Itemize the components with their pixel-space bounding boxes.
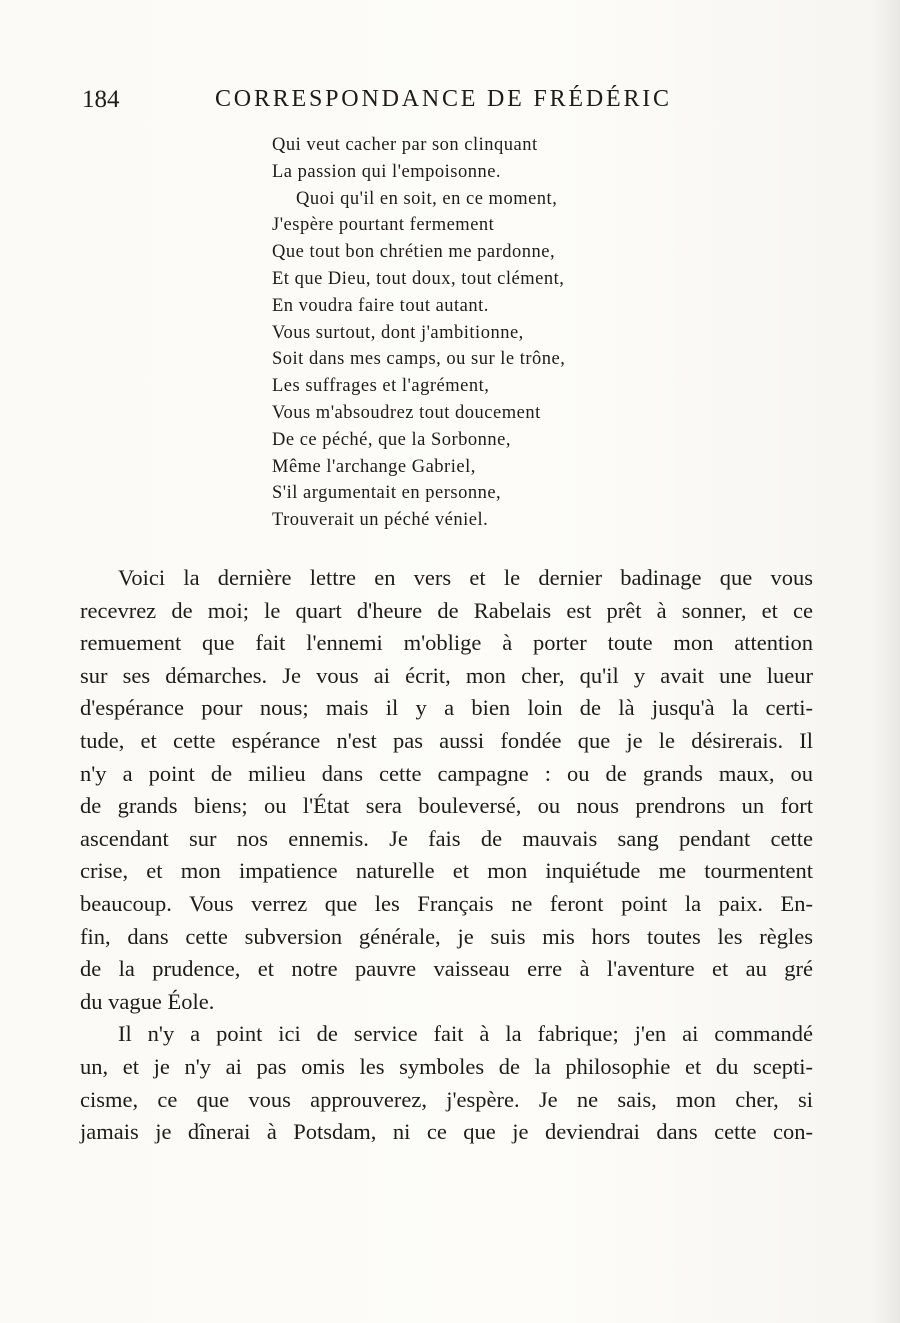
prose-line: beaucoup. Vous verrez que les Français ne feront point la paix. En- xyxy=(80,890,813,916)
prose-line: ascendant sur nos ennemis. Je fais de mauvais sang pendant cette xyxy=(80,825,813,851)
prose-line: jamais je dînerai à Potsdam, ni ce que je deviendrai dans cette con- xyxy=(80,1119,813,1145)
verse-line: Et que Dieu, tout doux, tout clément, xyxy=(272,268,565,289)
verse-line: Soit dans mes camps, ou sur le trône, xyxy=(272,349,566,370)
prose-line: n'y a point de milieu dans cette campagne : ou de grands maux, ou xyxy=(80,760,813,786)
page-edge-shadow xyxy=(872,0,900,1323)
verse-line: Quoi qu'il en soit, en ce moment, xyxy=(296,188,558,209)
page-number: 184 xyxy=(82,86,120,113)
prose-line: Il n'y a point ici de service fait à la fabrique; j'en ai commandé xyxy=(118,1021,813,1047)
page-header xyxy=(82,86,692,118)
verse-line: De ce péché, que la Sorbonne, xyxy=(272,429,511,450)
prose-line: Voici la dernière lettre en vers et le dernier badinage que vous xyxy=(118,565,813,590)
verse-line: En voudra faire tout autant. xyxy=(272,295,489,316)
prose-body xyxy=(80,562,813,1149)
prose-line: tude, et cette espérance n'est pas aussi fondée que je le désirerais. Il xyxy=(80,727,813,753)
verse-line: La passion qui l'empoisonne. xyxy=(272,161,502,182)
verse-line: Que tout bon chrétien me pardonne, xyxy=(272,242,556,263)
prose-line: d'espérance pour nous; mais il y a bien loin de là jusqu'à la certi- xyxy=(80,695,813,721)
verse-line: Trouverait un péché véniel. xyxy=(272,510,489,531)
prose-line: un, et je n'y ai pas omis les symboles de la philosophie et du scepti- xyxy=(80,1053,813,1079)
verse-line: Vous m'absoudrez tout doucement xyxy=(272,402,541,423)
verse-line: S'il argumentait en personne, xyxy=(272,483,502,504)
prose-line: fin, dans cette subversion générale, je suis mis hors toutes les règles xyxy=(80,923,813,949)
prose-line: de la prudence, et notre pauvre vaisseau erre à l'aventure et au gré xyxy=(80,956,813,982)
verse-line: J'espère pourtant fermement xyxy=(272,215,495,236)
verse-line: Les suffrages et l'agrément, xyxy=(272,376,490,397)
prose-line: sur ses démarches. Je vous ai écrit, mon cher, qu'il y avait une lueur xyxy=(80,662,813,688)
prose-line: de grands biens; ou l'État sera bouleversé, ou nous prendrons un fort xyxy=(80,793,813,819)
prose-line: crise, et mon impatience naturelle et mon inquiétude me tourmentent xyxy=(80,858,813,884)
prose-line: remuement que fait l'ennemi m'oblige à porter toute mon attention xyxy=(80,630,813,656)
prose-line: du vague Éole. xyxy=(80,988,215,1014)
prose-line: cisme, ce que vous approuverez, j'espère. Je ne sais, mon cher, si xyxy=(80,1086,813,1112)
poem-block xyxy=(272,132,652,534)
verse-line: Même l'archange Gabriel, xyxy=(272,456,476,477)
running-title: CORRESPONDANCE DE FRÉDÉRIC xyxy=(215,86,672,112)
prose-line: recevrez de moi; le quart d'heure de Rabelais est prêt à sonner, et ce xyxy=(80,597,813,623)
verse-line: Vous surtout, dont j'ambitionne, xyxy=(272,322,524,343)
verse-line: Qui veut cacher par son clinquant xyxy=(272,135,538,155)
